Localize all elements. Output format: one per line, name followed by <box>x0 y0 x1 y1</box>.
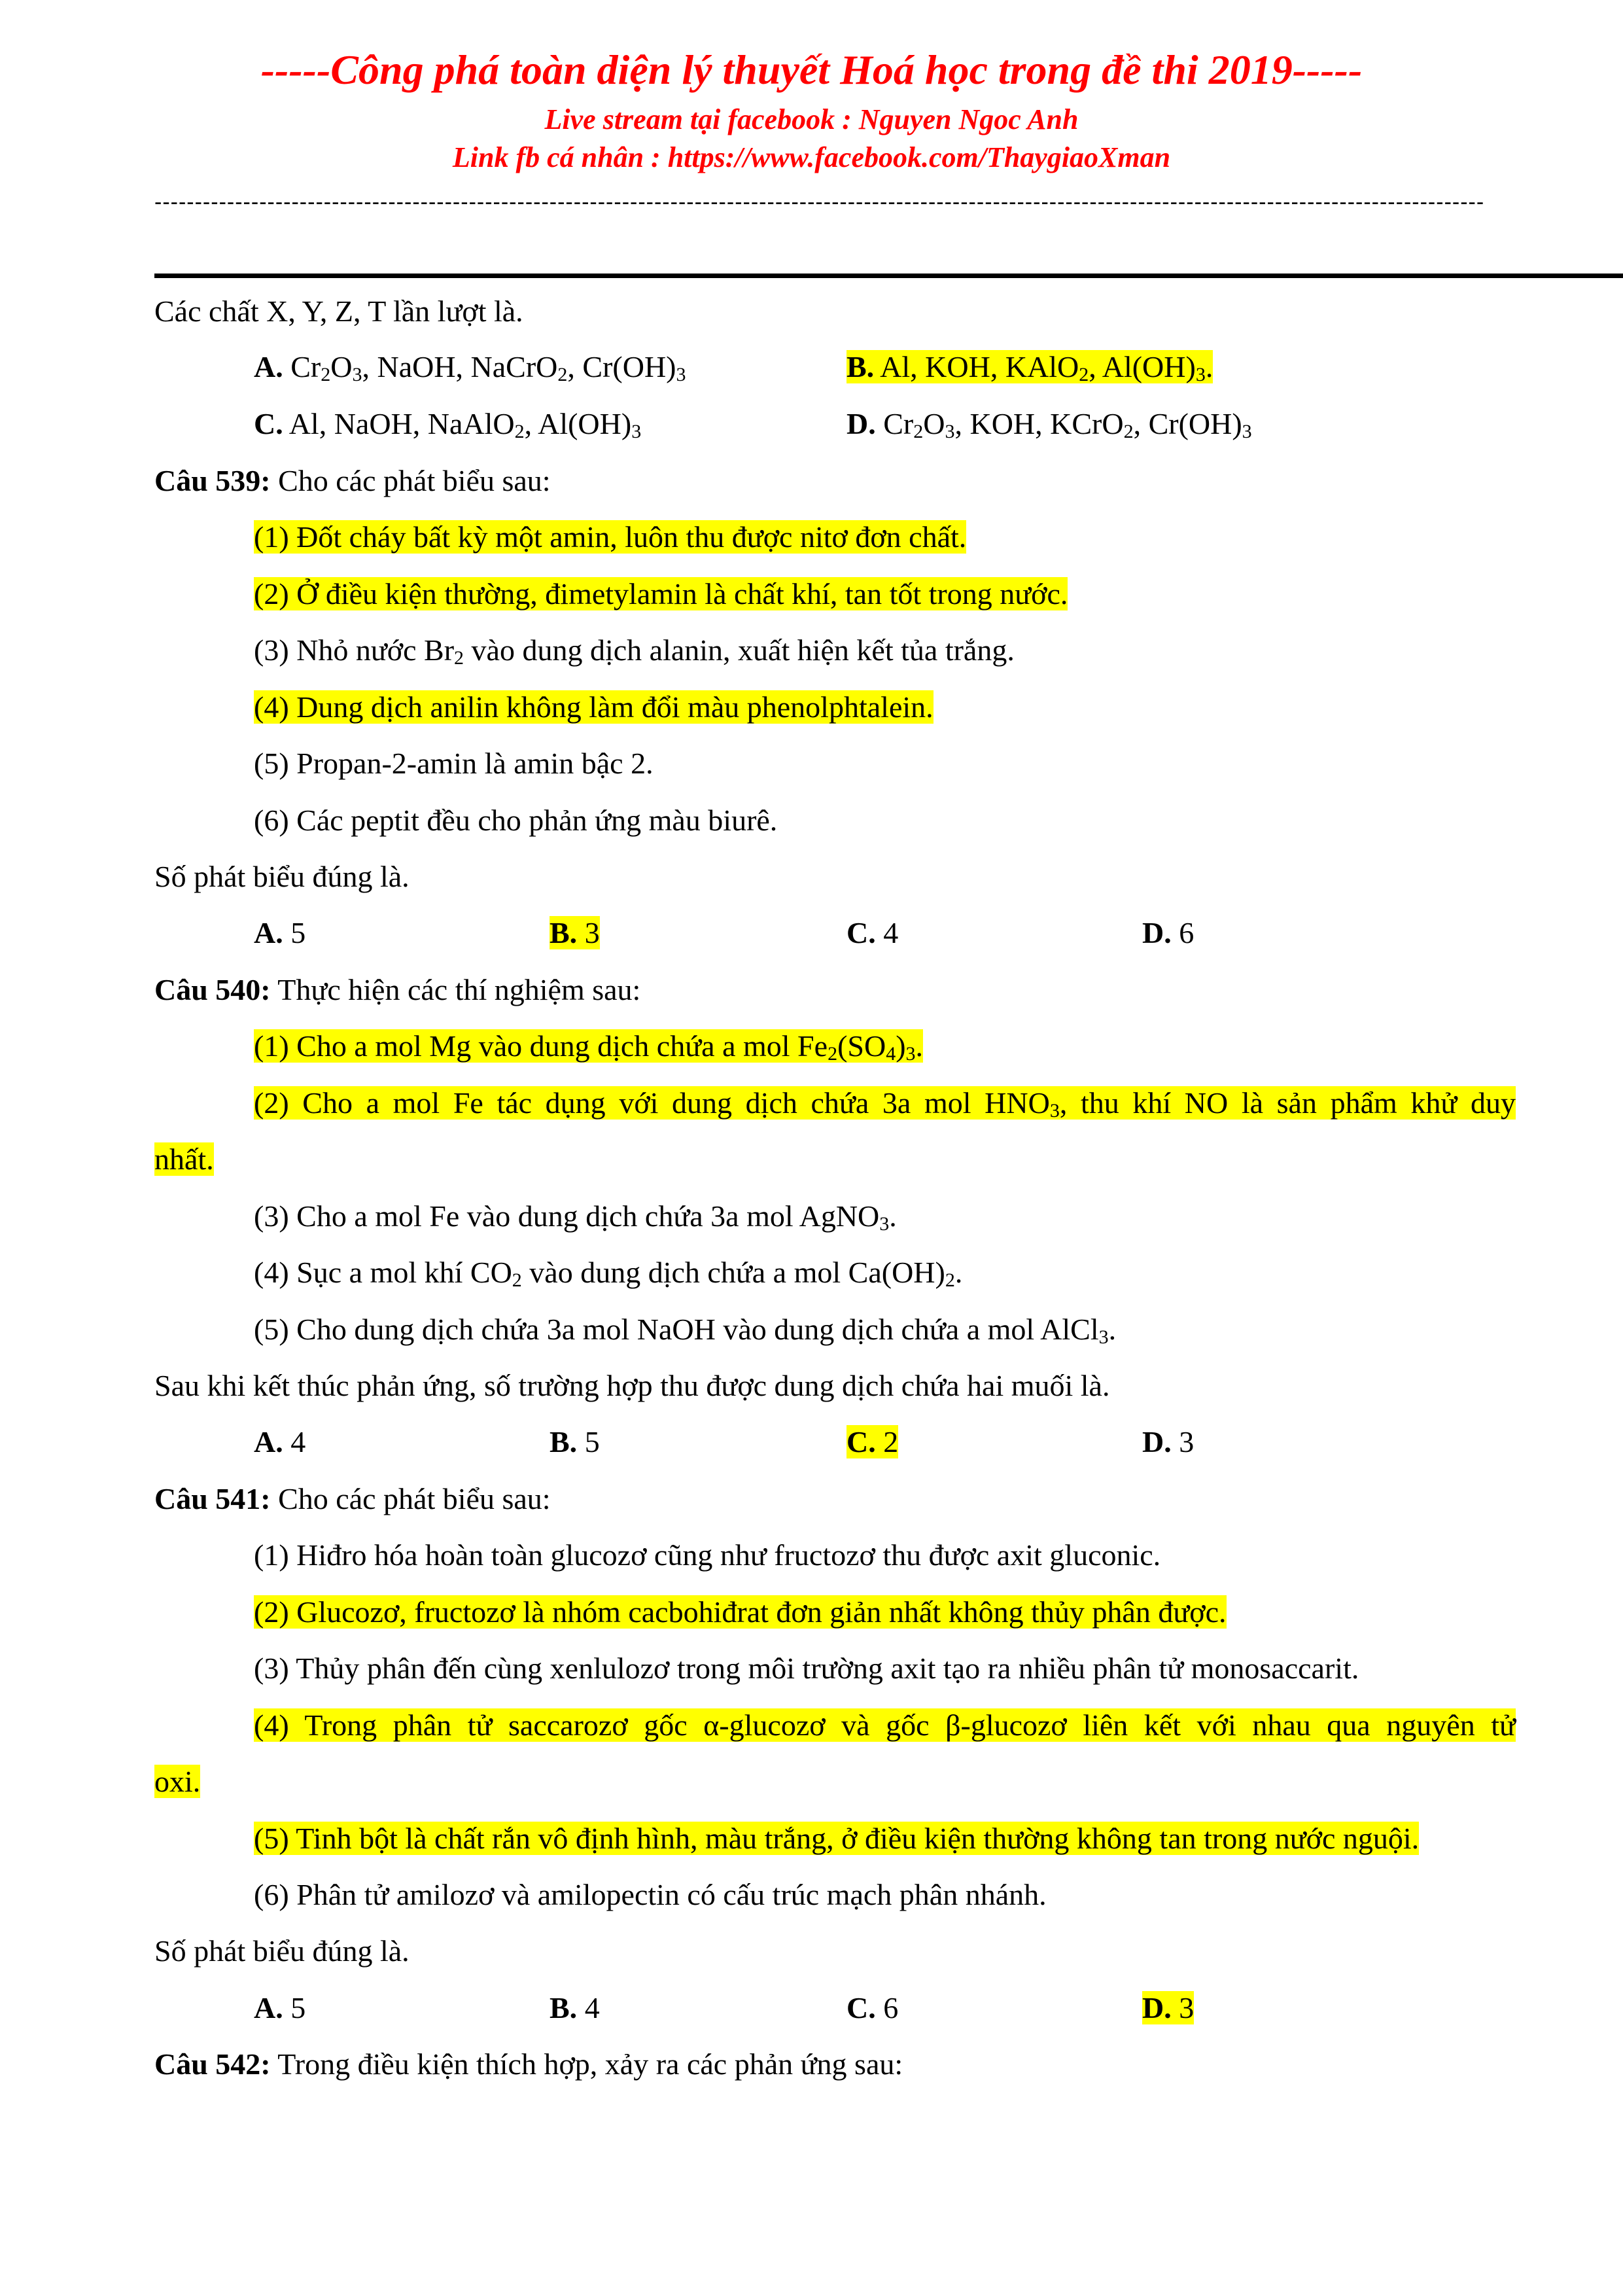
experiment-540-4: (4) Sục a mol khí $CO_2$ vào dung dịch chứa a mol $Ca(OH)_2$. <box>254 1256 963 1291</box>
statement-539-6: (6) Các peptit đều cho phản ứng màu biurê. <box>254 804 778 837</box>
experiment-540-1: (1) Cho a mol Mg vào dung dịch chứa a mol $Fe_2(SO_4)_3$. <box>254 1029 924 1065</box>
option-541-a: A. 5 <box>254 1991 306 2024</box>
statement-541-3: (3) Thủy phân đến cùng xenlulozơ trong môi trường axit tạo ra nhiều phân tử monosaccarit. <box>254 1651 1359 1685</box>
prev-option-b <box>846 348 1213 386</box>
option-label: B. <box>846 350 875 383</box>
question-label: Câu 542: <box>154 2047 271 2081</box>
question-539-ask: Số phát biểu đúng là. <box>154 860 410 893</box>
header-separator: --------------------------------------------------------------------------------------------------------------------------------------------------------------------- <box>154 190 1485 215</box>
statement-539-3: (3) Nhỏ nước $Br_2$ vào dung dịch alanin, xuất hiện kết tủa trắng. <box>254 633 1015 669</box>
prev-option-c <box>254 405 641 443</box>
question-label: Câu 539: <box>154 464 271 497</box>
option-539-a: A. 5 <box>254 916 306 949</box>
question-stem: Cho các phát biểu sau: <box>278 1482 551 1515</box>
option-540-b: B. 5 <box>550 1425 600 1458</box>
header-fb-link: Link fb cá nhân : https://www.facebook.com/ThaygiaoXman <box>452 141 1171 173</box>
experiment-540-5: (5) Cho dung dịch chứa 3a mol NaOH vào dung dịch chứa a mol AlCl$_3$. <box>254 1313 1117 1348</box>
statement-539-5: (5) Propan-2-amin là amin bậc 2. <box>254 747 654 780</box>
statement-541-2: (2) Glucozơ, fructozơ là nhóm cacbohiđrat đơn giản nhất không thủy phân được. <box>254 1595 1227 1629</box>
header-title: -----Công phá toàn diện lý thuyết Hoá học trong đề thi 2019----- <box>260 46 1363 93</box>
prev-option-a <box>254 348 686 386</box>
option-541-b: B. 4 <box>550 1991 600 2024</box>
experiment-540-2-cont: nhất. <box>154 1142 214 1176</box>
question-stem: Cho các phát biểu sau: <box>278 464 551 497</box>
statement-539-1: (1) Đốt cháy bất kỳ một amin, luôn thu được nitơ đơn chất. <box>254 520 967 554</box>
option-540-c: C. 2 <box>846 1425 899 1458</box>
option-541-d: D. 3 <box>1142 1991 1195 2024</box>
question-541-ask: Số phát biểu đúng là. <box>154 1934 410 1968</box>
statement-541-1: (1) Hiđro hóa hoàn toàn glucozơ cũng như fructozơ thu được axit gluconic. <box>254 1538 1161 1572</box>
question-540 <box>154 971 640 1009</box>
prev-question-stem: Các chất X, Y, Z, T lần lượt là. <box>154 294 523 328</box>
statement-541-5: (5) Tinh bột là chất rắn vô định hình, màu trắng, ở điều kiện thường không tan trong nước nguội. <box>254 1822 1420 1855</box>
option-text: Al, KOH, KAlO$_2$, $Al(OH)_3$. <box>880 350 1213 385</box>
option-540-a: A. 4 <box>254 1425 306 1458</box>
option-540-d: D. 3 <box>1142 1425 1195 1458</box>
option-label: C. <box>254 407 283 440</box>
question-542 <box>154 2045 903 2083</box>
question-label: Câu 540: <box>154 973 271 1006</box>
statement-539-4: (4) Dung dịch anilin không làm đổi màu phenolphtalein. <box>254 690 934 724</box>
statement-541-4: (4) Trong phân tử saccarozơ gốc α-glucozơ và gốc β-glucozơ liên kết với nhau qua nguyên tử <box>254 1708 1516 1742</box>
prev-option-d <box>846 405 1252 443</box>
statement-541-6: (6) Phân tử amilozơ và amilopectin có cấu trúc mạch phân nhánh. <box>254 1878 1047 1911</box>
question-label: Câu 541: <box>154 1482 271 1515</box>
experiment-540-2: (2) Cho a mol Fe tác dụng với dung dịch chứa 3a mol $HNO_3$, thu khí NO là sản phẩm khử duy <box>254 1086 1516 1122</box>
option-539-d: D. 6 <box>1142 916 1195 949</box>
question-540-ask: Sau khi kết thúc phản ứng, số trường hợp thu được dung dịch chứa hai muối là. <box>154 1369 1110 1402</box>
option-541-c: C. 6 <box>846 1991 899 2024</box>
header-rule <box>154 274 1623 278</box>
experiment-540-3: (3) Cho a mol Fe vào dung dịch chứa 3a mol AgNO$_3$. <box>254 1199 897 1235</box>
option-539-c: C. 4 <box>846 916 899 949</box>
option-text: $Cr_2O_3$, KOH, KCrO$_2$, $Cr(OH)_3$ <box>883 407 1252 442</box>
question-stem: Thực hiện các thí nghiệm sau: <box>277 973 641 1006</box>
option-label: D. <box>846 407 876 440</box>
statement-539-2: (2) Ở điều kiện thường, đimetylamin là chất khí, tan tốt trong nước. <box>254 577 1068 610</box>
question-541 <box>154 1480 551 1518</box>
option-text: $Cr_2O_3$, NaOH, NaCrO$_2$, $Cr(OH)_3$ <box>290 350 686 385</box>
header-livestream: Live stream tại facebook : Nguyen Ngoc Anh <box>544 103 1079 135</box>
question-stem: Trong điều kiện thích hợp, xảy ra các phản ứng sau: <box>277 2047 903 2081</box>
statement-541-4-cont: oxi. <box>154 1765 201 1798</box>
option-label: A. <box>254 350 283 383</box>
option-text: Al, NaOH, NaAlO$_2$, $Al(OH)_3$ <box>288 407 642 442</box>
option-539-b: B. 3 <box>550 916 600 949</box>
question-539 <box>154 462 551 500</box>
